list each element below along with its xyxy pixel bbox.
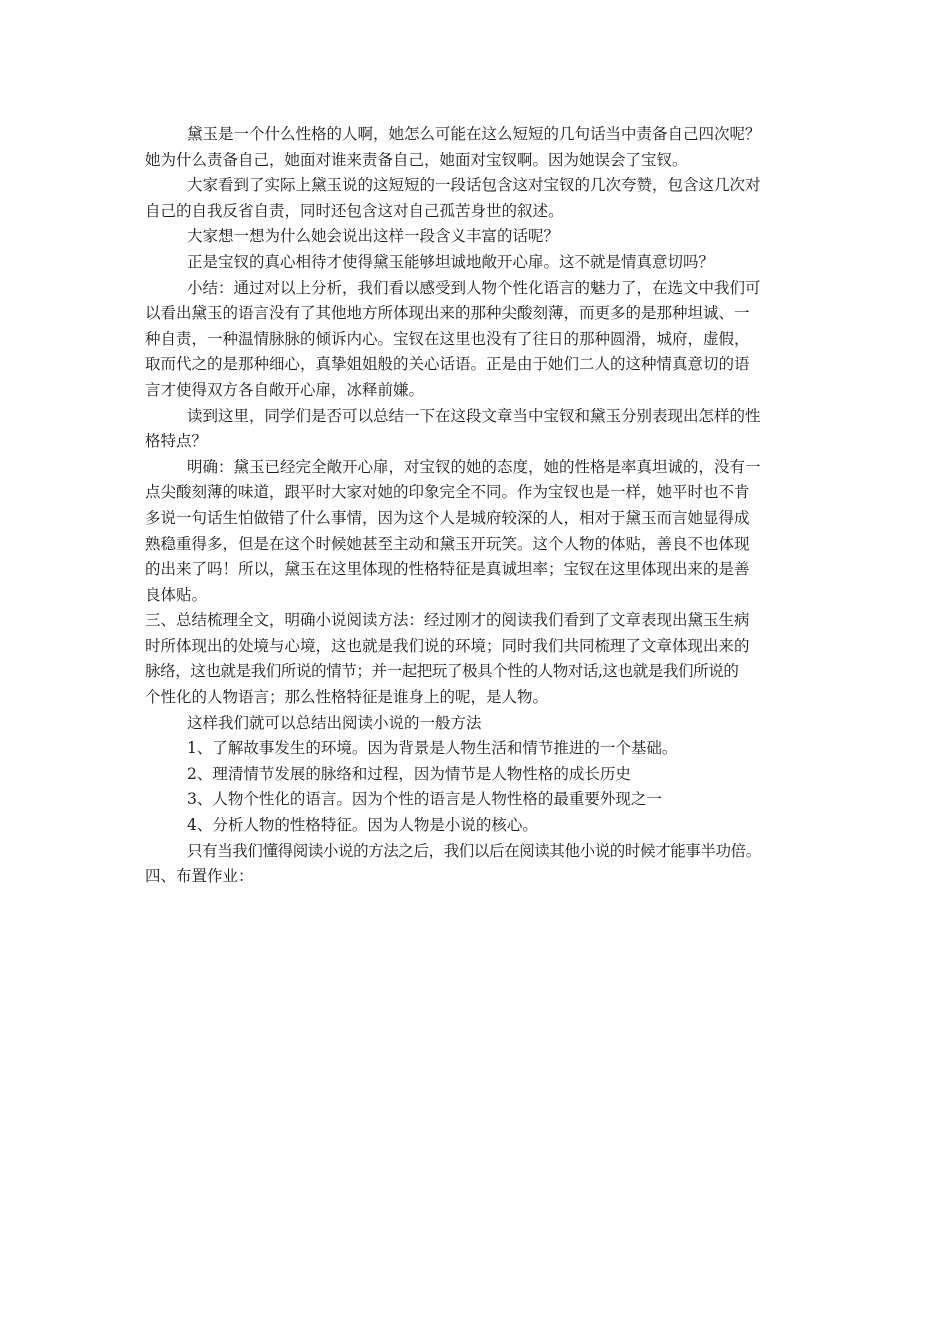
text-line: 只有当我们懂得阅读小说的方法之后，我们以后在阅读其他小说的时候才能事半功倍。 <box>187 841 761 860</box>
text-line: 的出来了吗！所以，黛玉在这里体现的性格特征是真诚坦率；宝钗在这里体现出来的是善 <box>145 560 750 579</box>
method-item-1: 1、了解故事发生的环境。因为背景是人物生活和情节推进的一个基础。 <box>187 739 678 758</box>
document-body <box>145 122 825 890</box>
text-line: 小结：通过对以上分析，我们看以感受到人物个性化语言的魅力了，在选文中我们可 <box>187 278 761 297</box>
text-line: 脉络，这也就是我们所说的情节；并一起把玩了极具个性的人物对话,这也就是我们所说的 <box>145 662 739 681</box>
method-item-3: 3、人物个性化的语言。因为个性的语言是人物性格的最重要外现之一 <box>187 790 662 809</box>
text-line: 言才使得双方各自敞开心扉，冰释前嫌。 <box>145 380 425 399</box>
text-line: 良体贴。 <box>145 585 208 604</box>
text-line: 大家看到了实际上黛玉说的这短短的一段话包含这对宝钗的几次夸赞，包含这几次对 <box>187 176 761 195</box>
text-line: 她为什么责备自己，她面对谁来责备自己，她面对宝钗啊。因为她误会了宝钗。 <box>145 150 688 169</box>
text-line: 读到这里，同学们是否可以总结一下在这段文章当中宝钗和黛玉分别表现出怎样的性 <box>187 406 761 425</box>
text-line: 正是宝钗的真心相待才使得黛玉能够坦诚地敞开心扉。这不就是情真意切吗？ <box>187 252 715 271</box>
text-line: 这样我们就可以总结出阅读小说的一般方法 <box>187 713 482 732</box>
text-line: 自己的自我反省自责，同时还包含这对自己孤苦身世的叙述。 <box>145 201 564 220</box>
text-line: 多说一句话生怕做错了什么事情，因为这个人是城府较深的人，相对于黛玉而言她显得成 <box>145 508 750 527</box>
text-line: 格特点？ <box>145 432 208 451</box>
method-item-4: 4、分析人物的性格特征。因为人物是小说的核心。 <box>187 816 538 835</box>
text-line: 种自责，一种温情脉脉的倾诉内心。宝钗在这里也没有了往日的那种圆滑，城府，虚假， <box>145 329 750 348</box>
text-line: 个性化的人物语言；那么性格特征是谁身上的呢，是人物。 <box>145 688 549 707</box>
text-line: 以看出黛玉的语言没有了其他地方所体现出来的那种尖酸刻薄，而更多的是那种坦诚、一 <box>145 304 750 323</box>
section-heading-3: 三、总结梳理全文，明确小说阅读方法：经过刚才的阅读我们看到了文章表现出黛玉生病 <box>145 611 750 630</box>
text-line: 大家想一想为什么她会说出这样一段含义丰富的话呢？ <box>187 227 560 246</box>
text-line: 黛玉是一个什么性格的人啊，她怎么可能在这么短短的几句话当中责备自己四次呢？ <box>187 125 761 143</box>
section-heading-4: 四、布置作业： <box>145 867 254 886</box>
text-line: 取而代之的是那种细心，真挚姐姐般的关心话语。正是由于她们二人的这种情真意切的语 <box>145 355 750 374</box>
text-line: 熟稳重得多，但是在这个时候她甚至主动和黛玉开玩笑。这个人物的体贴，善良不也体现 <box>145 534 750 553</box>
method-item-2: 2、理清情节发展的脉络和过程，因为情节是人物性格的成长历史 <box>187 764 631 783</box>
text-line: 明确：黛玉已经完全敞开心扉，对宝钗的她的态度，她的性格是率真坦诚的，没有一 <box>187 457 761 476</box>
text-line: 点尖酸刻薄的味道，跟平时大家对她的印象完全不同。作为宝钗也是一样，她平时也不肯 <box>145 483 750 502</box>
text-line: 时所体现出的处境与心境，这也就是我们说的环境；同时我们共同梳理了文章体现出来的 <box>145 636 750 655</box>
